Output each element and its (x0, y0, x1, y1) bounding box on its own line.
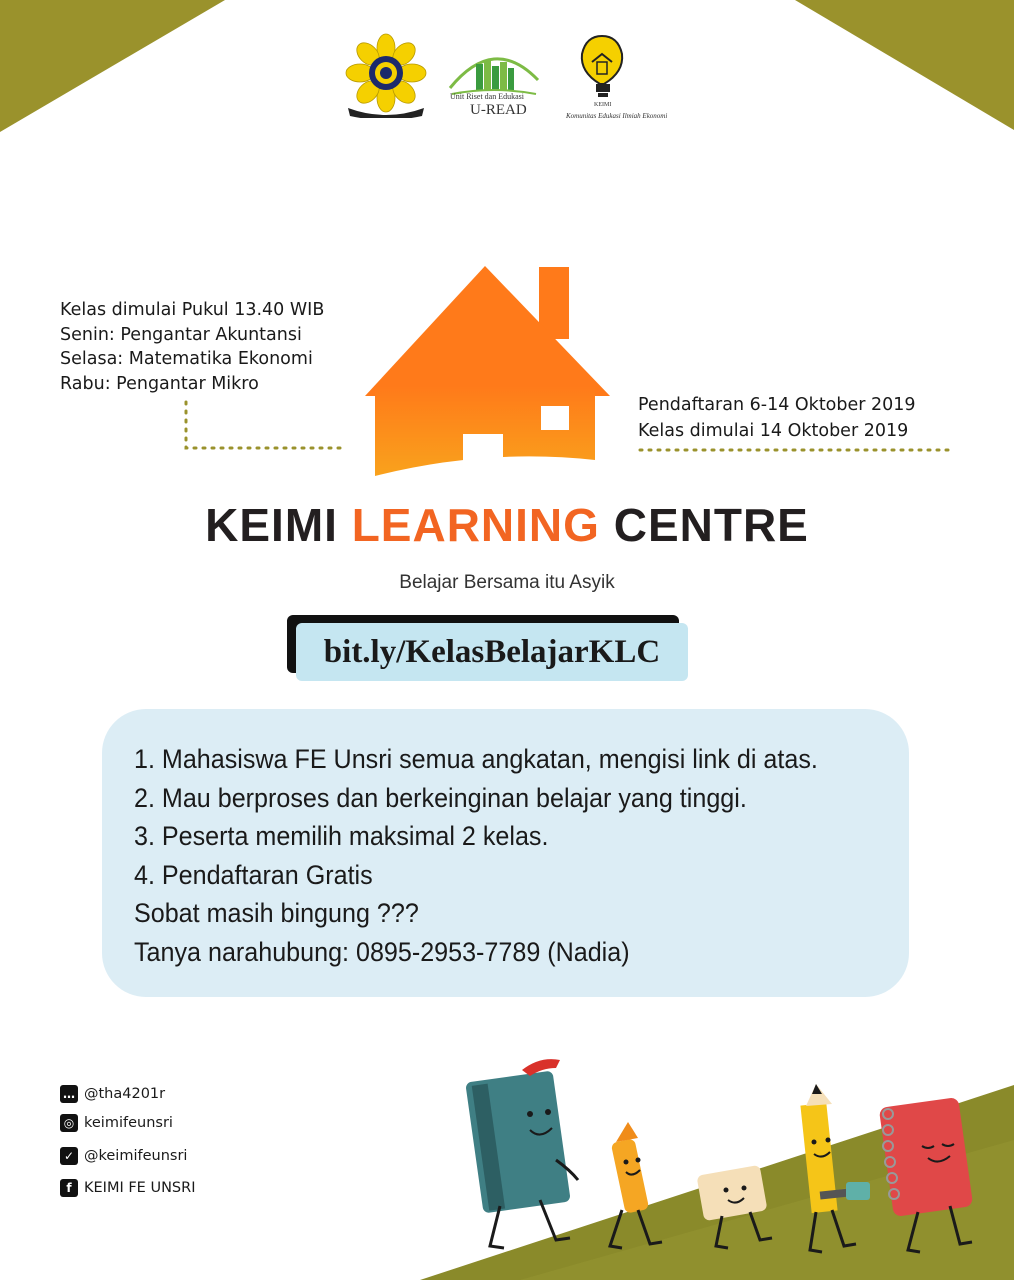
u-read-tagline: Unit Riset dan Edukasi (450, 92, 524, 101)
class-schedule (60, 298, 324, 396)
u-read-logo (446, 40, 542, 122)
registration-info (638, 392, 916, 444)
house-illustration (355, 262, 615, 482)
requirement-item: 2. Mau berproses dan berkeinginan belajar yang tinggi. (134, 782, 747, 813)
facebook-handle: KEIMI FE UNSRI (84, 1180, 196, 1196)
class-start-date: Kelas dimulai 14 Oktober 2019 (638, 421, 909, 441)
monday-class: Senin: Pengantar Akuntansi (60, 324, 302, 345)
eraser-character (696, 1165, 772, 1248)
unsri-logo (344, 32, 428, 118)
instagram-handle: keimifeunsri (84, 1115, 173, 1131)
contact-person: Tanya narahubung: 0895-2953-7789 (Nadia) (134, 936, 630, 967)
title-part-1: KEIMI (205, 499, 352, 551)
keimi-logo-caption: Komunitas Edukasi Ilmiah Ekonomi (566, 112, 668, 120)
tuesday-class: Selasa: Matematika Ekonomi (60, 349, 313, 369)
registration-period: Pendaftaran 6-14 Oktober 2019 (638, 395, 916, 415)
page-title (0, 498, 1014, 552)
tagline: Belajar Bersama itu Asyik (399, 572, 615, 593)
requirements-list (134, 740, 818, 971)
right-dotted-line (636, 444, 956, 456)
crayon-character (610, 1122, 662, 1248)
social-twitter[interactable] (60, 1147, 187, 1165)
line-handle: @tha4201r (84, 1086, 166, 1102)
wednesday-class: Rabu: Pengantar Mikro (60, 373, 259, 394)
notebook-character (879, 1097, 974, 1252)
title-highlight: LEARNING (351, 499, 600, 551)
social-instagram[interactable] (60, 1114, 173, 1132)
title-part-2: CENTRE (599, 499, 809, 551)
twitter-handle: @keimifeunsri (84, 1148, 188, 1164)
social-facebook[interactable] (60, 1179, 195, 1197)
top-right-triangle (795, 0, 1014, 130)
requirement-item: 1. Mahasiswa FE Unsri semua angkatan, mengisi link di atas. (134, 744, 818, 774)
pencil-character (800, 1084, 870, 1252)
registration-link[interactable]: bit.ly/KelasBelajarKLC (323, 633, 661, 670)
line-icon: … (60, 1085, 78, 1103)
twitter-icon: ✓ (60, 1147, 78, 1165)
requirement-item: 3. Peserta memilih maksimal 2 kelas. (134, 821, 549, 851)
class-start-time: Kelas dimulai Pukul 13.40 WIB (60, 300, 325, 320)
book-character (465, 1059, 578, 1248)
registration-link-box[interactable] (296, 623, 688, 681)
top-left-triangle (0, 0, 225, 132)
social-line[interactable] (60, 1085, 165, 1103)
keimi-logo-label: KEIMI (594, 102, 612, 108)
confused-prompt: Sobat masih bingung ??? (134, 898, 419, 928)
u-read-name: U-READ (470, 102, 527, 118)
stationery-characters-illustration (460, 1050, 1014, 1280)
requirement-item: 4. Pendaftaran Gratis (134, 859, 373, 890)
left-dotted-line (182, 400, 352, 454)
facebook-icon: f (60, 1179, 78, 1197)
keimi-logo (566, 32, 668, 124)
instagram-icon: ◎ (60, 1114, 78, 1132)
